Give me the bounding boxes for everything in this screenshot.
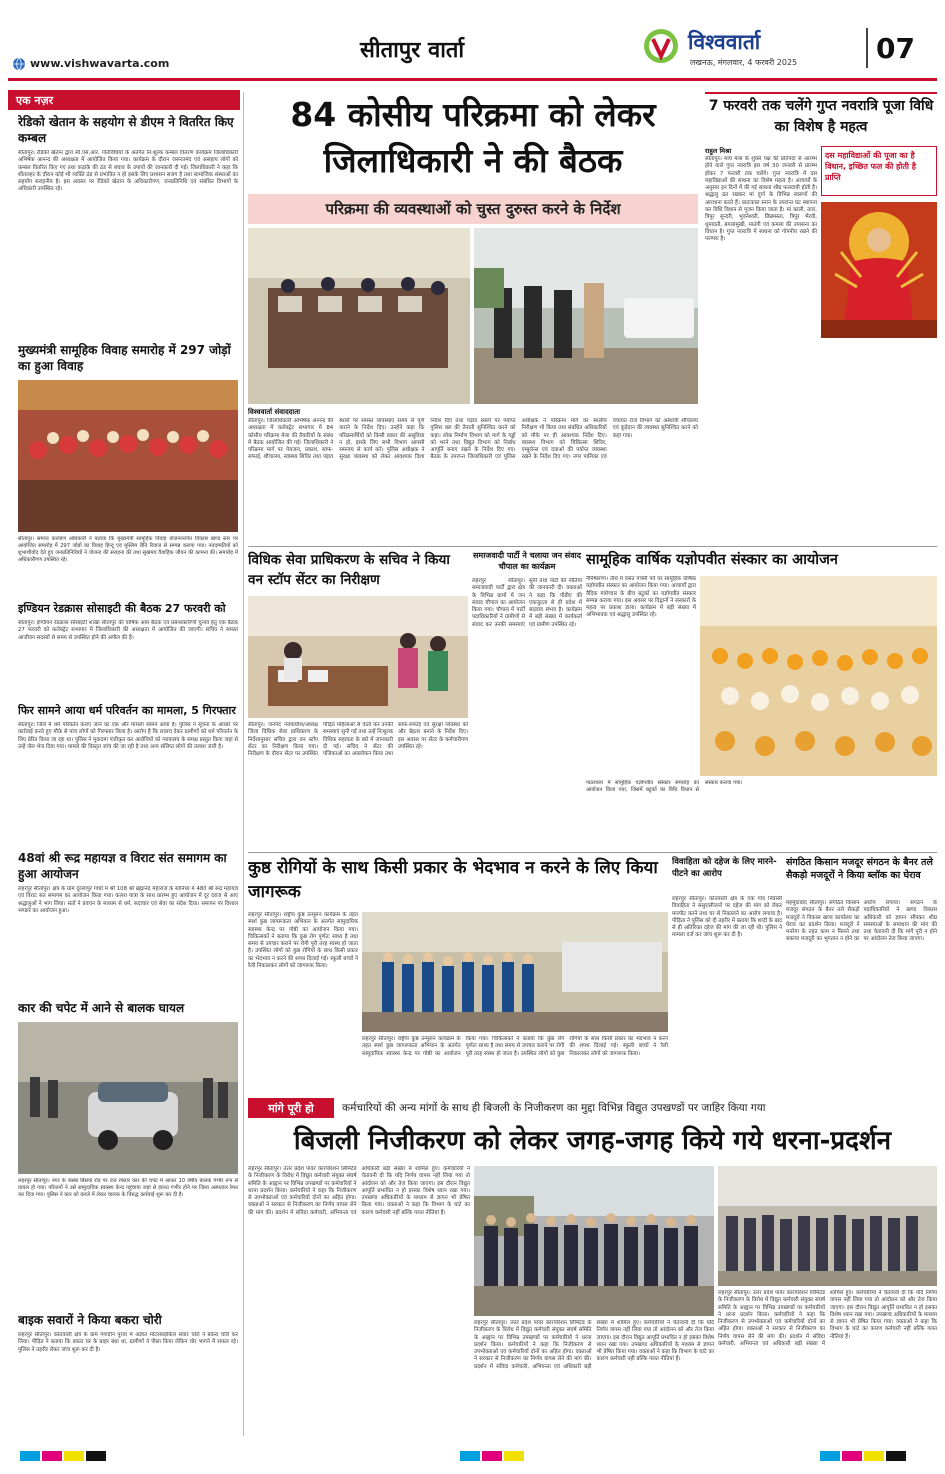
electricity-body-cont-2: लहरपुर सीतापुर। उत्तर प्रदेश पावर कारपोरेशन लिमिटेड के निजीकरण के विरोध में विद्युत कर्मचारी संयुक्त संघर्ष समिति के आह्वान पर विभिन्न उपखण्डों पर कर्मचारियों ने धरना प्रदर्शन किया। कर्मचारियों ने कहा कि निजीकरण से उपभोक्ताओं एवं कर्मचारियों दोनों का अहित होगा। वक्ताओं ने सरकार से निजीकरण का निर्णय वापस लेने की मांग की। प्रदर्शन में संविदा कर्मचारी, अभियन्ता एवं अधिकारी बड़ी संख्या में शामिल हुए। कर्मचारियों ने चेतावनी दी कि यदि निर्णय वापस नहीं लिया गया तो आंदोलन को और तेज किया जाएगा। इस दौरान विद्युत आपूर्ति प्रभावित न हो इसका विशेष ध्यान रखा गया। उपखण्ड अधिकारियों के माध्यम से ज्ञापन भी प्रेषित किया गया। वक्ताओं ने कहा कि विभाग के घाटे का कारण कर्मचारी नहीं बल्कि गलत नीतियां हैं। bbox=[718, 1290, 937, 1348]
electricity-photo-2 bbox=[718, 1166, 937, 1286]
page-number-divider bbox=[866, 28, 868, 68]
leprosy-photo bbox=[362, 912, 668, 1032]
brand-name: विश्ववार्ता bbox=[688, 30, 761, 54]
s5-headline: 48वां श्री रूद्र महायज्ञ व विराट संत समागम का हुआ आयोजन bbox=[18, 851, 227, 881]
kicker-box bbox=[248, 1098, 334, 1118]
lead-story bbox=[248, 92, 698, 544]
legal-services-story bbox=[248, 550, 468, 850]
footer-color-bar bbox=[0, 1448, 945, 1462]
lead-body: सीतापुर। जिलाधिकारी अभिषेक आनन्द की अध्यक्षता में कलेक्ट्रेट सभागार में 84 कोसीय परिक्रमा मेला की तैयारियों के संबंध में बैठक आयोजित की गई। जिलाधिकारी ने परिक्रमा मार्ग पर पेयजल, प्रकाश, साफ-सफाई, शौचालय, स्वास्थ्य शिविर तथा पड़ाव स्थलों पर समस्त व्यवस्थाएं समय से पूर्ण कराने के निर्देश दिए। उन्होंने कहा कि परिक्रमार्थियों को किसी प्रकार की असुविधा न हो, इसके लिए सभी विभाग आपसी समन्वय से कार्य करें। पुलिस अधीक्षक ने सुरक्षा व्यवस्था को लेकर आवश्यक दिशा निर्देश दिए तथा पड़ाव स्थलों पर पर्याप्त पुलिस बल की तैनाती सुनिश्चित करने को कहा। लोक निर्माण विभाग को मार्ग के गड्ढों को भरने तथा विद्युत विभाग को निर्बाध आपूर्ति बनाए रखने के निर्देश दिए गए। बैठक के उपरान्त जिलाधिकारी एवं पुलिस अधीक्षक ने परिक्रमा मार्ग का स्थलीय निरीक्षण भी किया तथा संबंधित अधिकारियों को मौके पर ही आवश्यक निर्देश दिए। स्वास्थ्य विभाग को चिकित्सा शिविर, एम्बुलेन्स एवं दवाओं की पर्याप्त व्यवस्था रखने के निर्देश दिए गए। नगर पालिका एवं पंचायत राज विभाग को अस्थायी शौचालय एवं कूड़ेदान की व्यवस्था सुनिश्चित करने को कहा गया। bbox=[248, 418, 698, 461]
electricity-photo bbox=[474, 1166, 714, 1316]
s4-body: सीतापुर। जिले में धर्म परिवर्तन कराए जाने का एक और मामला सामने आया है। पुलिस ने सूचना के आधार पर कार्रवाई करते हुए मौके से पांच लोगों को गिरफ्तार किया है। आरोप है कि लालच देकर ग्रामीणों को धर्म परिवर्तन के लिए प्रेरित किया जा रहा था। पुलिस ने मुकदमा पंजीकृत कर आरोपियों को न्यायालय के समक्ष प्रस्तुत किया जहां से उन्हें जेल भेज दिया गया। मामले की विस्तृत जांच की जा रही है तथा अन्य संलिप्त लोगों की तलाश जारी है। bbox=[18, 722, 238, 750]
kisan-headline: संगठित किसान मजदूर संगठन के बैनर तले सैकड़ो मजदूरों ने किया ब्लॉक का घेराव bbox=[786, 857, 933, 881]
left-column bbox=[8, 90, 240, 1438]
column-divider bbox=[243, 92, 244, 1436]
dowry-headline: विवाहिता को दहेज के लिए मारने-पीटने का आरोप bbox=[672, 857, 777, 879]
masthead-rule bbox=[8, 78, 937, 81]
electricity-headline: बिजली निजीकरण को लेकर जगह-जगह किये गये धरना-प्रदर्शन bbox=[293, 1126, 892, 1156]
dowry-story bbox=[672, 856, 782, 1094]
section-title: सीतापुर वार्ता bbox=[360, 37, 465, 63]
legal-photo bbox=[248, 596, 468, 718]
lead-subhead: परिक्रमा की व्यवस्थाओं को चुस्त दुरुस्त करने के निर्देश bbox=[325, 200, 621, 218]
electricity-story bbox=[248, 1098, 937, 1438]
section-rule-1 bbox=[248, 546, 937, 547]
globe-icon bbox=[12, 56, 26, 75]
s3-headline: इण्डियन रेडक्रास सोसाइटी की बैठक 27 फरवरी को bbox=[18, 602, 226, 615]
yagyopavit-caption: पाठशाला में सामूहिक यज्ञोपवीत संस्कार समारोह का आयोजन किया गया, जिसमें बटुकों का विधि विधान से संस्कार कराया गया। bbox=[586, 780, 743, 793]
s5-body: लहरपुर सीतापुर। क्षेत्र के ग्राम दुल्लापुर गांधी में श्री 108 श्री ब्रह्मानंद महाराज के सानिध्य में 48वें श्री रूद्र महायज्ञ एवं विराट संत समागम का आयोजन किया गया। कलश यात्रा के साथ प्रारम्भ हुए आयोजन में दूर दराज से आए श्रद्धालुओं ने भाग लिया। संतों ने प्रवचन के माध्यम से धर्म, सदाचार एवं सेवा का संदेश दिया। समापन पर विशाल भण्डारे का आयोजन हुआ। bbox=[18, 886, 238, 914]
s6-headline: कार की चपेट में आने से बालक घायल bbox=[18, 1001, 185, 1015]
legal-body: सीतापुर। जनपद न्यायाधीश/अध्यक्ष जिला विधिक सेवा प्राधिकरण के निर्देशानुसार सचिव द्वारा वन स्टॉप सेंटर का निरीक्षण किया गया। निरीक्षण के दौरान सेंटर पर उपस्थित पीड़ित महिलाओं से वार्ता कर उनकी समस्याएं सुनी गईं तथा उन्हें निःशुल्क विधिक सहायता के बारे में जानकारी दी गई। सचिव ने सेंटर की पंजिकाओं का अवलोकन किया तथा साफ-सफाई एवं सुरक्षा व्यवस्था को और बेहतर बनाने के निर्देश दिए। इस अवसर पर सेंटर के कर्मचारीगण उपस्थित रहे। bbox=[248, 722, 468, 758]
lead-meeting-photo bbox=[248, 228, 470, 404]
electricity-body: लहरपुर सीतापुर। उत्तर प्रदेश पावर कारपोरेशन लिमिटेड के निजीकरण के विरोध में विद्युत कर्मचारी संयुक्त संघर्ष समिति के आह्वान पर विभिन्न उपखण्डों पर कर्मचारियों ने धरना प्रदर्शन किया। कर्मचारियों ने कहा कि निजीकरण से उपभोक्ताओं एवं कर्मचारियों दोनों का अहित होगा। वक्ताओं ने सरकार से निजीकरण का निर्णय वापस लेने की मांग की। प्रदर्शन में संविदा कर्मचारी, अभियन्ता एवं अधिकारी बड़ी संख्या में शामिल हुए। कर्मचारियों ने चेतावनी दी कि यदि निर्णय वापस नहीं लिया गया तो आंदोलन को और तेज किया जाएगा। इस दौरान विद्युत आपूर्ति प्रभावित न हो इसका विशेष ध्यान रखा गया। उपखण्ड अधिकारियों के माध्यम से ज्ञापन भी प्रेषित किया गया। वक्ताओं ने कहा कि विभाग के घाटे का कारण कर्मचारी नहीं बल्कि गलत नीतियां हैं। bbox=[248, 1166, 470, 1216]
brand-logo-icon bbox=[643, 28, 679, 68]
section-tag bbox=[8, 90, 240, 110]
yagyopavit-story bbox=[586, 550, 937, 850]
lead-inspection-photo bbox=[474, 228, 698, 404]
kisan-story bbox=[786, 856, 937, 1094]
s7-headline: बाइक सवारों ने किया बकरा चोरी bbox=[18, 1313, 162, 1327]
yagyopavit-body: नैमिषारण्य। तीर्थ में वसंत पंचमी पर्व पर सामूहिक वार्षिक यज्ञोपवीत संस्कार का आयोजन किया गया। आचार्यों द्वारा वैदिक मंत्रोच्चार के बीच बटुकों का यज्ञोपवीत संस्कार सम्पन्न कराया गया। इस अवसर पर विद्वानों ने संस्कारों के महत्व पर प्रकाश डाला। कार्यक्रम में बड़ी संख्या में अभिभावक एवं श्रद्धालु उपस्थित रहे। bbox=[586, 576, 696, 619]
kicker-label: मांगे पूरी हो bbox=[268, 1102, 314, 1115]
sp-body: लहरपुर सीतापुर। समाजवादी पार्टी द्वारा क्षेत्र के विभिन्न ग्रामों में जन संवाद चौपाल का आयोजन किया गया। चौपाल में पार्टी पदाधिकारियों ने ग्रामीणों से संवाद कर उनकी समस्याएं सुनीं तथा पार्टी की नीतियों की जानकारी दी। वक्ताओं ने कहा कि पीडीए की एकजुटता से ही प्रदेश में बदलाव संभव है। कार्यक्रम में बड़ी संख्या में कार्यकर्ता एवं ग्रामीण उपस्थित रहे। bbox=[472, 578, 582, 628]
leprosy-body-cont: लहरपुर सीतापुर। राष्ट्रीय कुष्ठ उन्मूलन कार्यक्रम के तहत स्पर्श कुष्ठ जागरूकता अभियान के अंतर्गत सामुदायिक स्वास्थ्य केन्द्र पर गोष्ठी का आयोजन किया गया। चिकित्सकों ने बताया कि कुष्ठ रोग पूर्णतः साध्य है तथा समय से उपचार कराने पर रोगी पूरी तरह स्वस्थ हो जाता है। उपस्थित लोगों को कुष्ठ रोगियों के साथ किसी प्रकार का भेदभाव न करने की शपथ दिलाई गई। स्कूली बच्चों ने रैली निकालकर लोगों को जागरूक किया। bbox=[362, 1036, 668, 1057]
lead-subhead-box bbox=[248, 194, 698, 224]
yagyopavit-headline: सामूहिक वार्षिक यज्ञोपवीत संस्कार का आयोजन bbox=[586, 552, 838, 568]
masthead bbox=[0, 0, 945, 86]
navratri-body: सीतापुर। माघ मास के शुक्ल पक्ष की प्रतिपदा से आरम्भ होने वाले गुप्त नवरात्रि इस वर्ष 30 जनवरी से प्रारम्भ होकर 7 फरवरी तक चलेंगे। गुप्त नवरात्रि में दस महाविद्याओं की साधना का विशेष महत्व है। आचार्यों के अनुसार इन दिनों में की गई साधना शीघ्र फलदायी होती है। श्रद्धालु व्रत रखकर मां दुर्गा के विभिन्न स्वरूपों की आराधना करते हैं। प्रातःकाल स्नान के उपरान्त घट स्थापना कर विधि विधान से पूजन किया जाता है। मां काली, तारा, त्रिपुर सुन्दरी, भुवनेश्वरी, छिन्नमस्ता, त्रिपुर भैरवी, धूमावती, बगलामुखी, मातंगी एवं कमला की उपासना का विधान है। गुप्त नवरात्रि में साधना को गोपनीय रखने की परम्परा है। bbox=[705, 156, 817, 243]
sp-headline: समाजवादी पार्टी ने चलाया जन संवाद चौपाल का कार्यक्रम bbox=[473, 551, 581, 571]
navratri-pullquote-box bbox=[821, 146, 937, 196]
s1-body: सीतापुर। रेडिको खेतान द्वारा सी.एस.आर. गतिविधियों के अंतर्गत नि:शुल्क कम्बल वितरण कार्यक्रम जिलाधिकारी अभिषेक आनन्द की अध्यक्षता में आयोजित किया गया। कार्यक्रम के दौरान जरूरतमंद एवं असहाय लोगों को कम्बल वितरित किए गए तथा कड़ाके की ठंड से बचाव के उपायों की जानकारी दी गई। जिलाधिकारी ने कहा कि शीतलहर के दौरान कोई भी व्यक्ति ठंड से प्रभावित न हो इसके लिए प्रशासन सजग है तथा सामाजिक संस्थाओं का सहयोग सराहनीय है। इस अवसर पर रेडिको खेतान के अधिकारीगण, जनप्रतिनिधि एवं संबंधित विभागों के अधिकारी उपस्थित रहे। bbox=[18, 150, 238, 193]
electricity-body-cont: लहरपुर सीतापुर। उत्तर प्रदेश पावर कारपोरेशन लिमिटेड के निजीकरण के विरोध में विद्युत कर्मचारी संयुक्त संघर्ष समिति के आह्वान पर विभिन्न उपखण्डों पर कर्मचारियों ने धरना प्रदर्शन किया। कर्मचारियों ने कहा कि निजीकरण से उपभोक्ताओं एवं कर्मचारियों दोनों का अहित होगा। वक्ताओं ने सरकार से निजीकरण का निर्णय वापस लेने की मांग की। प्रदर्शन में संविदा कर्मचारी, अभियन्ता एवं अधिकारी बड़ी संख्या में शामिल हुए। कर्मचारियों ने चेतावनी दी कि यदि निर्णय वापस नहीं लिया गया तो आंदोलन को और तेज किया जाएगा। इस दौरान विद्युत आपूर्ति प्रभावित न हो इसका विशेष ध्यान रखा गया। उपखण्ड अधिकारियों के माध्यम से ज्ञापन भी प्रेषित किया गया। वक्ताओं ने कहा कि विभाग के घाटे का कारण कर्मचारी नहीं बल्कि गलत नीतियां हैं। bbox=[474, 1320, 714, 1370]
kisan-body: महमूदाबाद सीतापुर। संगठित किसान मजदूर संगठन के बैनर तले सैकड़ों मजदूरों ने विकास खण्ड कार्यालय का घेराव कर प्रदर्शन किया। मजदूरों ने मनरेगा के तहत काम न मिलने तथा बकाया मजदूरी का भुगतान न होने का आरोप लगाया। संगठन के पदाधिकारियों ने खण्ड विकास अधिकारी को ज्ञापन सौंपकर शीघ्र समस्याओं के समाधान की मांग की तथा चेतावनी दी कि मांगें पूरी न होने पर आंदोलन तेज किया जाएगा। bbox=[786, 900, 937, 943]
leprosy-body: लहरपुर सीतापुर। राष्ट्रीय कुष्ठ उन्मूलन कार्यक्रम के तहत स्पर्श कुष्ठ जागरूकता अभियान के अंतर्गत सामुदायिक स्वास्थ्य केन्द्र पर गोष्ठी का आयोजन किया गया। चिकित्सकों ने बताया कि कुष्ठ रोग पूर्णतः साध्य है तथा समय से उपचार कराने पर रोगी पूरी तरह स्वस्थ हो जाता है। उपस्थित लोगों को कुष्ठ रोगियों के साथ किसी प्रकार का भेदभाव न करने की शपथ दिलाई गई। स्कूली बच्चों ने रैली निकालकर लोगों को जागरूक किया। bbox=[248, 912, 358, 970]
leprosy-story bbox=[248, 856, 668, 1094]
website-url[interactable]: www.vishwavarta.com bbox=[30, 57, 170, 70]
yagyopavit-photo bbox=[700, 576, 937, 776]
s1-headline: रेडिको खेतान के सहयोग से डीएम ने वितरित किए कम्बल bbox=[18, 115, 234, 145]
navratri-story bbox=[705, 92, 937, 544]
navratri-top-rule bbox=[705, 92, 937, 94]
goddess-photo bbox=[821, 202, 937, 338]
strap-line: कर्मचारियों की अन्य मांगों के साथ ही बिजली के निजीकरण का मुद्दा विभिन्न विद्युत उपखण्डों पर जाहिर किया गया bbox=[342, 1102, 766, 1114]
page-number: 07 bbox=[876, 32, 915, 65]
legal-headline: विधिक सेवा प्राधिकरण के सचिव ने किया वन स्टॉप सेंटर का निरीक्षण bbox=[248, 552, 450, 588]
sp-chaupal-story bbox=[472, 550, 582, 850]
section-rule-2 bbox=[248, 852, 937, 853]
s7-body: लहरपुर सीतापुर। कोतवाली क्षेत्र के ग्राम गंगादीन पुरवा में अज्ञात मोटरसाइकिल सवार चोरों ने बकरा चोरी कर लिया। पीड़ित ने बताया कि बकरा घर के बाहर बंधा था, ग्रामीणों ने पीछा किया लेकिन चोर भागने में सफल रहे। पुलिस ने तहरीर लेकर जांच शुरू कर दी है। bbox=[18, 1332, 238, 1353]
s3-body: सीतापुर। इण्डियन रेडक्रास सोसाइटी शाखा सीतापुर की वार्षिक आम बैठक एवं प्रबन्धकारिणी चुनाव हेतु एक बैठक 27 फरवरी को कलेक्ट्रेट सभागार में जिलाधिकारी की अध्यक्षता में आयोजित की जाएगी। सचिव ने समस्त आजीवन सदस्यों से समय से उपस्थित होने की अपील की है। bbox=[18, 620, 238, 641]
lead-byline: विश्ववार्ता संवाददाता bbox=[248, 408, 301, 416]
navratri-headline: 7 फरवरी तक चलेंगे गुप्त नवरात्रि पूजा विधि का विशेष है महत्व bbox=[708, 98, 934, 135]
section-tag-label: एक नज़र bbox=[16, 94, 54, 107]
dowry-body: लहरपुर सीतापुर। कोतवाली क्षेत्र के एक गांव निवासी विवाहिता ने ससुरालीजनों पर दहेज की मांग को लेकर मारपीट करने तथा घर से निकालने का आरोप लगाया है। पीड़िता ने पुलिस को दी तहरीर में बताया कि शादी के बाद से ही अतिरिक्त दहेज की मांग की जा रही थी। पुलिस ने मामला दर्ज कर जांच शुरू कर दी है। bbox=[672, 896, 782, 939]
lead-headline: 84 कोसीय परिक्रमा को लेकर जिलाधिकारी ने की बैठक bbox=[290, 95, 656, 180]
s6-car-photo bbox=[18, 1022, 238, 1174]
s2-wedding-photo bbox=[18, 380, 238, 532]
dateline: लखनऊ, मंगलवार, 4 फरवरी 2025 bbox=[690, 58, 798, 67]
s6-caption: लहरपुर सीतापुर। नगर के कस्बा बिसवां रोड पर तेज रफ्तार कार की चपेट में आकर 10 वर्षीय बालक गंभीर रूप से घायल हो गया। परिजनों ने उसे सामुदायिक स्वास्थ्य केन्द्र पहुंचाया जहां से हालत गंभीर होने पर जिला अस्पताल रेफर कर दिया गया। पुलिस ने कार को कब्जे में लेकर चालक के विरुद्ध कार्रवाई शुरू कर दी है। bbox=[18, 1178, 238, 1198]
navratri-byline: राहुल मिश्रा bbox=[705, 147, 732, 155]
navratri-pullquote: दस महाविद्याओं की पूजा का है विधान, इच्छित फल की होती है प्राप्ति bbox=[825, 151, 917, 182]
s2-headline: मुख्यमंत्री सामूहिक विवाह समारोह में 297 जोड़ों का हुआ विवाह bbox=[18, 343, 231, 373]
leprosy-headline: कुष्ठ रोगियों के साथ किसी प्रकार के भेदभाव न करने के लिए किया जागरूक bbox=[248, 858, 658, 902]
s2-caption: सीतापुर। समाज कल्याण अधिकारी ने बताया कि मुख्यमंत्री सामूहिक विवाह योजनान्तर्गत विकास खण्ड स्तर पर आयोजित समारोह में 297 जोड़ों का विवाह हिन्दू एवं मुस्लिम रीति रिवाज से सम्पन्न कराया गया। नवदम्पतियों को शुभाशीर्वाद देते हुए जनप्रतिनिधियों ने योजना की सराहना की तथा सुखमय वैवाहिक जीवन की कामना की। समारोह में अधिकारीगण उपस्थित रहे। bbox=[18, 536, 238, 563]
s4-headline: फिर सामने आया धर्म परिवर्तन का मामला, 5 गिरफ्तार bbox=[18, 704, 236, 717]
